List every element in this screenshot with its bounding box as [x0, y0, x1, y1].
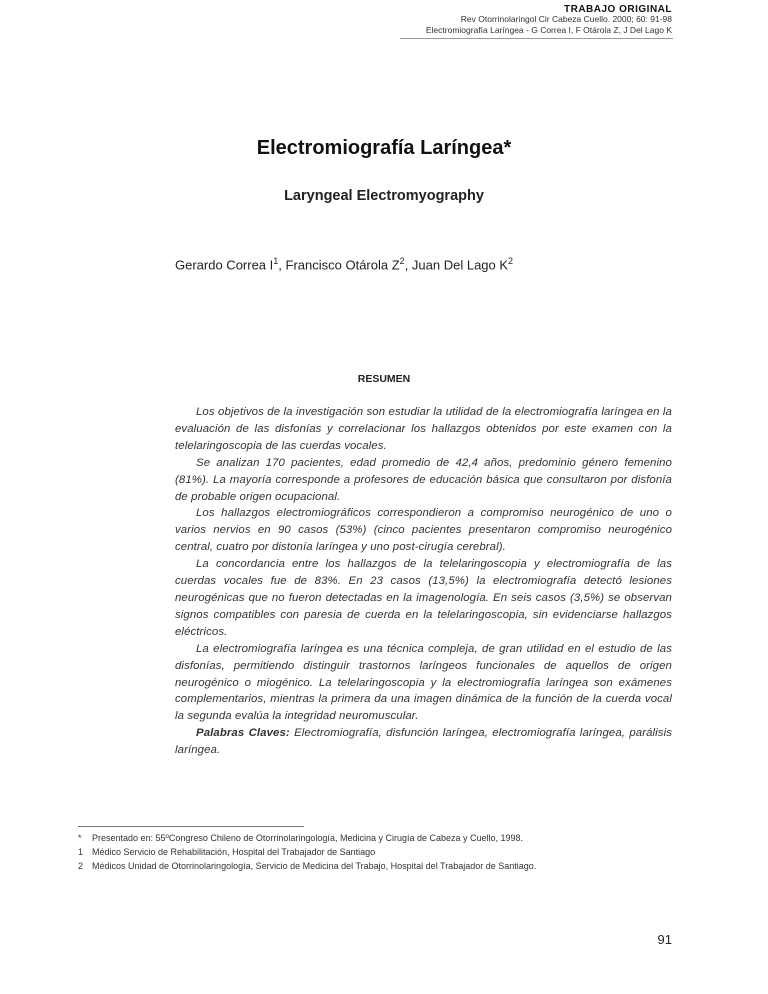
footnote-mark: 2: [78, 861, 84, 871]
footnote-text: Médico Servicio de Rehabilitación, Hospital del Trabajador de Santiago: [92, 847, 376, 857]
author-list: [175, 256, 513, 272]
abstract-paragraph: La concordancia entre los hallazgos de la telelaringoscopia y electromiografía de las cuerdas vocales fue de 83%. En 23 casos (13,5%) la electromiografía detectó lesiones neurogénicas que no fueron detectadas en la imagenología. En seis casos (3,5%) se observan signos compatibles con paresia de cuerda en la telelaringoscopia, sin evidenciarse hallazgos eléctricos.: [175, 558, 672, 638]
header-rule: [400, 38, 673, 39]
footnote-rule: [78, 826, 304, 827]
article-subtitle: Laryngeal Electromyography: [284, 188, 484, 204]
author-name: Juan Del Lago K: [411, 257, 509, 273]
footnote: [78, 860, 536, 873]
keywords: [175, 725, 672, 759]
running-title: Electromiografía Laríngea - G Correa I, F Otárola Z, J Del Lago K: [425, 25, 672, 35]
journal-citation: Rev Otorrinolaringol Cir Cabeza Cuello. 2000; 60: 91-98: [460, 14, 672, 24]
author-affiliation: 1: [273, 256, 279, 266]
abstract-paragraph: Los hallazgos electromiográficos correspondieron a compromiso neurogénico de uno o varios nervios en 90 casos (53%) (cinco pacientes presentaron compromiso neurogénico central, cuatro por distonía laríngea y uno post-cirugía cerebral).: [175, 507, 672, 554]
author-name: Francisco Otárola Z: [285, 257, 400, 273]
abstract-heading: RESUMEN: [357, 373, 411, 385]
abstract-body: [175, 404, 672, 759]
footnote-text: Médicos Unidad de Otorrinolaringología, Servicio de Medicina del Trabajo, Hospital del Trabajador de Santiago.: [92, 861, 537, 871]
abstract-paragraph: Se analizan 170 pacientes, edad promedio de 42,4 años, predominio género femenino (81%). La mayoría corresponde a profesores de educación básica que consultaron por disfonía de probable origen ocupacional.: [175, 456, 672, 503]
footnote: [78, 832, 523, 845]
author-name: Gerardo Correa I: [175, 257, 274, 273]
abstract-paragraph: Los objetivos de la investigación son estudiar la utilidad de la electromiografía laríngea en la evaluación de las disfonías y correlacionar los hallazgos obtenidos por este examen con la telelaringoscopia de las cuerdas vocales.: [175, 406, 672, 452]
author-separator: ,: [278, 257, 286, 273]
keywords-label: Palabras Claves:: [196, 727, 290, 740]
author-affiliation: 2: [508, 256, 514, 266]
author-affiliation: 2: [399, 256, 405, 266]
footnote-mark: *: [78, 833, 82, 843]
article-title: Electromiografía Laríngea*: [256, 137, 512, 159]
page-number: 91: [657, 932, 672, 947]
keywords-text: Electromiografía, disfunción laríngea, electromiografía laríngea, parálisis laríngea.: [175, 727, 673, 757]
footnote-text: Presentado en: 55ºCongreso Chileno de Otorrinolaringología, Medicina y Cirugía de Cabeza y Cuello, 1998.: [92, 833, 524, 843]
footnote-mark: 1: [78, 847, 84, 857]
abstract-paragraph: La electromiografía laríngea es una técnica compleja, de gran utilidad en el estudio de las disfonías, permitiendo distinguir trastornos laríngeos funcionales de aquellos de origen neurogénico o miogénico. La telelaringoscopia y la electromiografía laríngea son exámenes complementarios, mientras la primera da una imagen dinámica de la función de la cuerda vocal la segunda evalúa la integridad neuromuscular.: [175, 642, 672, 723]
section-label: TRABAJO ORIGINAL: [564, 4, 672, 15]
footnote: [78, 846, 375, 859]
author-separator: ,: [404, 257, 412, 273]
